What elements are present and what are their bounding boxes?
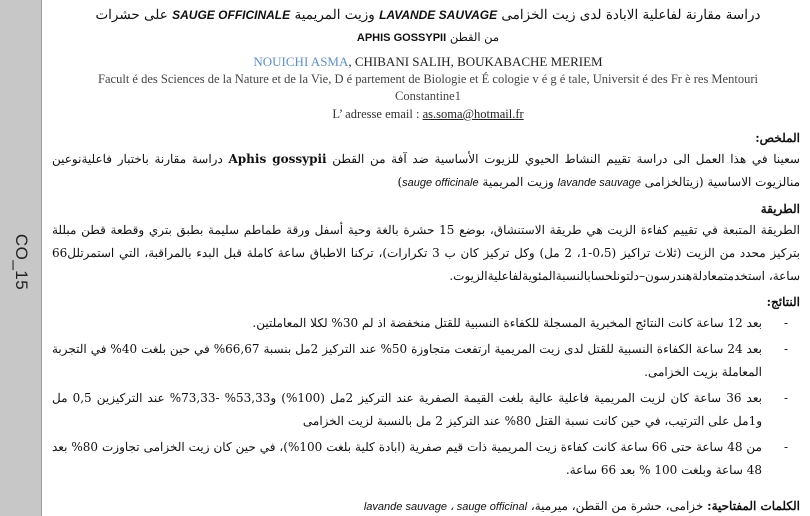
method-heading: الطريقة <box>760 202 800 216</box>
title-line2-ar: من القطن <box>449 30 500 44</box>
side-tab <box>0 0 42 516</box>
keywords <box>52 496 804 516</box>
abstract-text-3: وزيت المريمية <box>482 175 554 189</box>
author-highlighted: NOUICHI ASMA <box>253 54 349 69</box>
abstract-species: Aphis gossypii <box>228 152 327 166</box>
bullet-dash: - <box>783 440 788 454</box>
paper-title <box>52 4 804 26</box>
abstract-text-2: دراسة مقارنة باختبار فاعليةنوعين منالزيوت الاساسية (زيتالخزامى <box>52 152 800 189</box>
title-latin1: LAVANDE SAUVAGE <box>379 8 498 22</box>
email-line <box>52 105 804 124</box>
email-label: L’ adresse email : <box>332 107 423 121</box>
abstract-heading: الملخص: <box>755 131 800 145</box>
title-part2: وزيت المريمية <box>294 7 375 23</box>
abstract-text-1: سعينا في هذا العمل الى دراسة تقييم النشاط الحيوي للزيوت الأساسية ضد آفة من القطن <box>332 152 800 166</box>
abstract-text-4: ) <box>397 175 403 189</box>
results-heading: النتائج: <box>766 295 800 309</box>
list-item <box>52 387 788 433</box>
keywords-latin: lavande sauvage ، sauge officinal <box>363 501 528 513</box>
bullet-dash: - <box>783 342 788 356</box>
title-part1: دراسة مقارنة لفاعلية الابادة لدى زيت الخزامى <box>501 7 761 23</box>
abstract-paragraph <box>52 148 804 195</box>
authors <box>52 53 804 71</box>
email-link[interactable]: as.soma@hotmail.fr <box>422 107 524 121</box>
result-text: بعد 24 ساعة الكفاءة النسبية للقتل لدى زيت المريمية ارتفعت متجاوزة 50% عند التركيز 2مل بنسبة 66,67% في حين بلغت 40% في التجربة المعاملة بزيت الخزامى. <box>52 342 762 379</box>
paper-page <box>52 0 804 516</box>
title-line2-latin: APHIS GOSSYPII <box>356 32 447 44</box>
title-latin2: SAUGE OFFICINALE <box>172 8 291 22</box>
keywords-label: الكلمات المفتاحية: <box>707 499 800 513</box>
results-list <box>52 312 804 482</box>
list-item <box>52 338 788 384</box>
list-item <box>52 312 788 335</box>
paper-title-line2 <box>52 26 804 49</box>
title-part3: على حشرات <box>95 7 168 23</box>
bullet-dash: - <box>783 391 788 405</box>
result-text: بعد 12 ساعة كانت النتائج المخبرية المسجلة للكفاءة النسبية للقتل منخفضة اذ لم 30% لكلا المعاملتين. <box>252 316 762 330</box>
abstract-latin-2: sauge officinale <box>402 177 479 189</box>
bullet-dash: - <box>783 316 788 330</box>
result-text: من 48 ساعة حتى 66 ساعة كانت كفاءة زيت المريمية ذات قيم صفرية (ابادة كلية بلغت 100%)، في حين كان زيت الخزامى تجاوزت 80% بعد 48 ساعة وبلغت 100 % بعد 66 ساعة. <box>52 440 762 477</box>
authors-rest: , CHIBANI SALIH, BOUKABACHE MERIEM <box>348 54 603 69</box>
list-item <box>52 436 788 482</box>
affiliation: Facult é des Sciences de la Nature et de la Vie, D é partement de Biologie et É cologie v é g é tale, Universit é des Fr è res Mentouri Constantine1 <box>98 72 758 103</box>
side-tab-label: CO_15 <box>12 233 31 291</box>
keywords-ar: خزامى، حشرة من القطن، ميرمية، <box>530 499 704 513</box>
abstract-latin-1: lavande sauvage <box>557 177 641 189</box>
result-text: بعد 36 ساعة كان لزيت المريمية فاعلية عالية بلغت القيمة الصفرية عند التركيز 2مل (100%) و53,33% -73,33% عند التركيزين 0,5 مل و1مل على الترتيب، في حين كانت نسبة القتل 80% عند التركيز 2 مل بالنسبة لزيت الخزامى <box>52 391 762 428</box>
method-paragraph: الطريقة المتبعة في تقييم كفاءة الزيت هي طريقة الاستنشاق، بوضع 15 حشرة بالغة وحية أسفل ورقة طماطم سليمة بطبق بتري وقطعة قطن مبللة بتركيز محدد من الزيت (ثلاث تراكيز (0،5-1، 2 مل) وكل تركيز كان ب 3 تكرارات)، تركنا الاطباق ساعة كاملة قبل البدء بالمراقبة، التي استمرتلل66 ساعة، استخدمتمعادلةهندرسون–دلتونلحسابالنسبةالمئويةلفاعليةالزيوت. <box>52 223 801 283</box>
